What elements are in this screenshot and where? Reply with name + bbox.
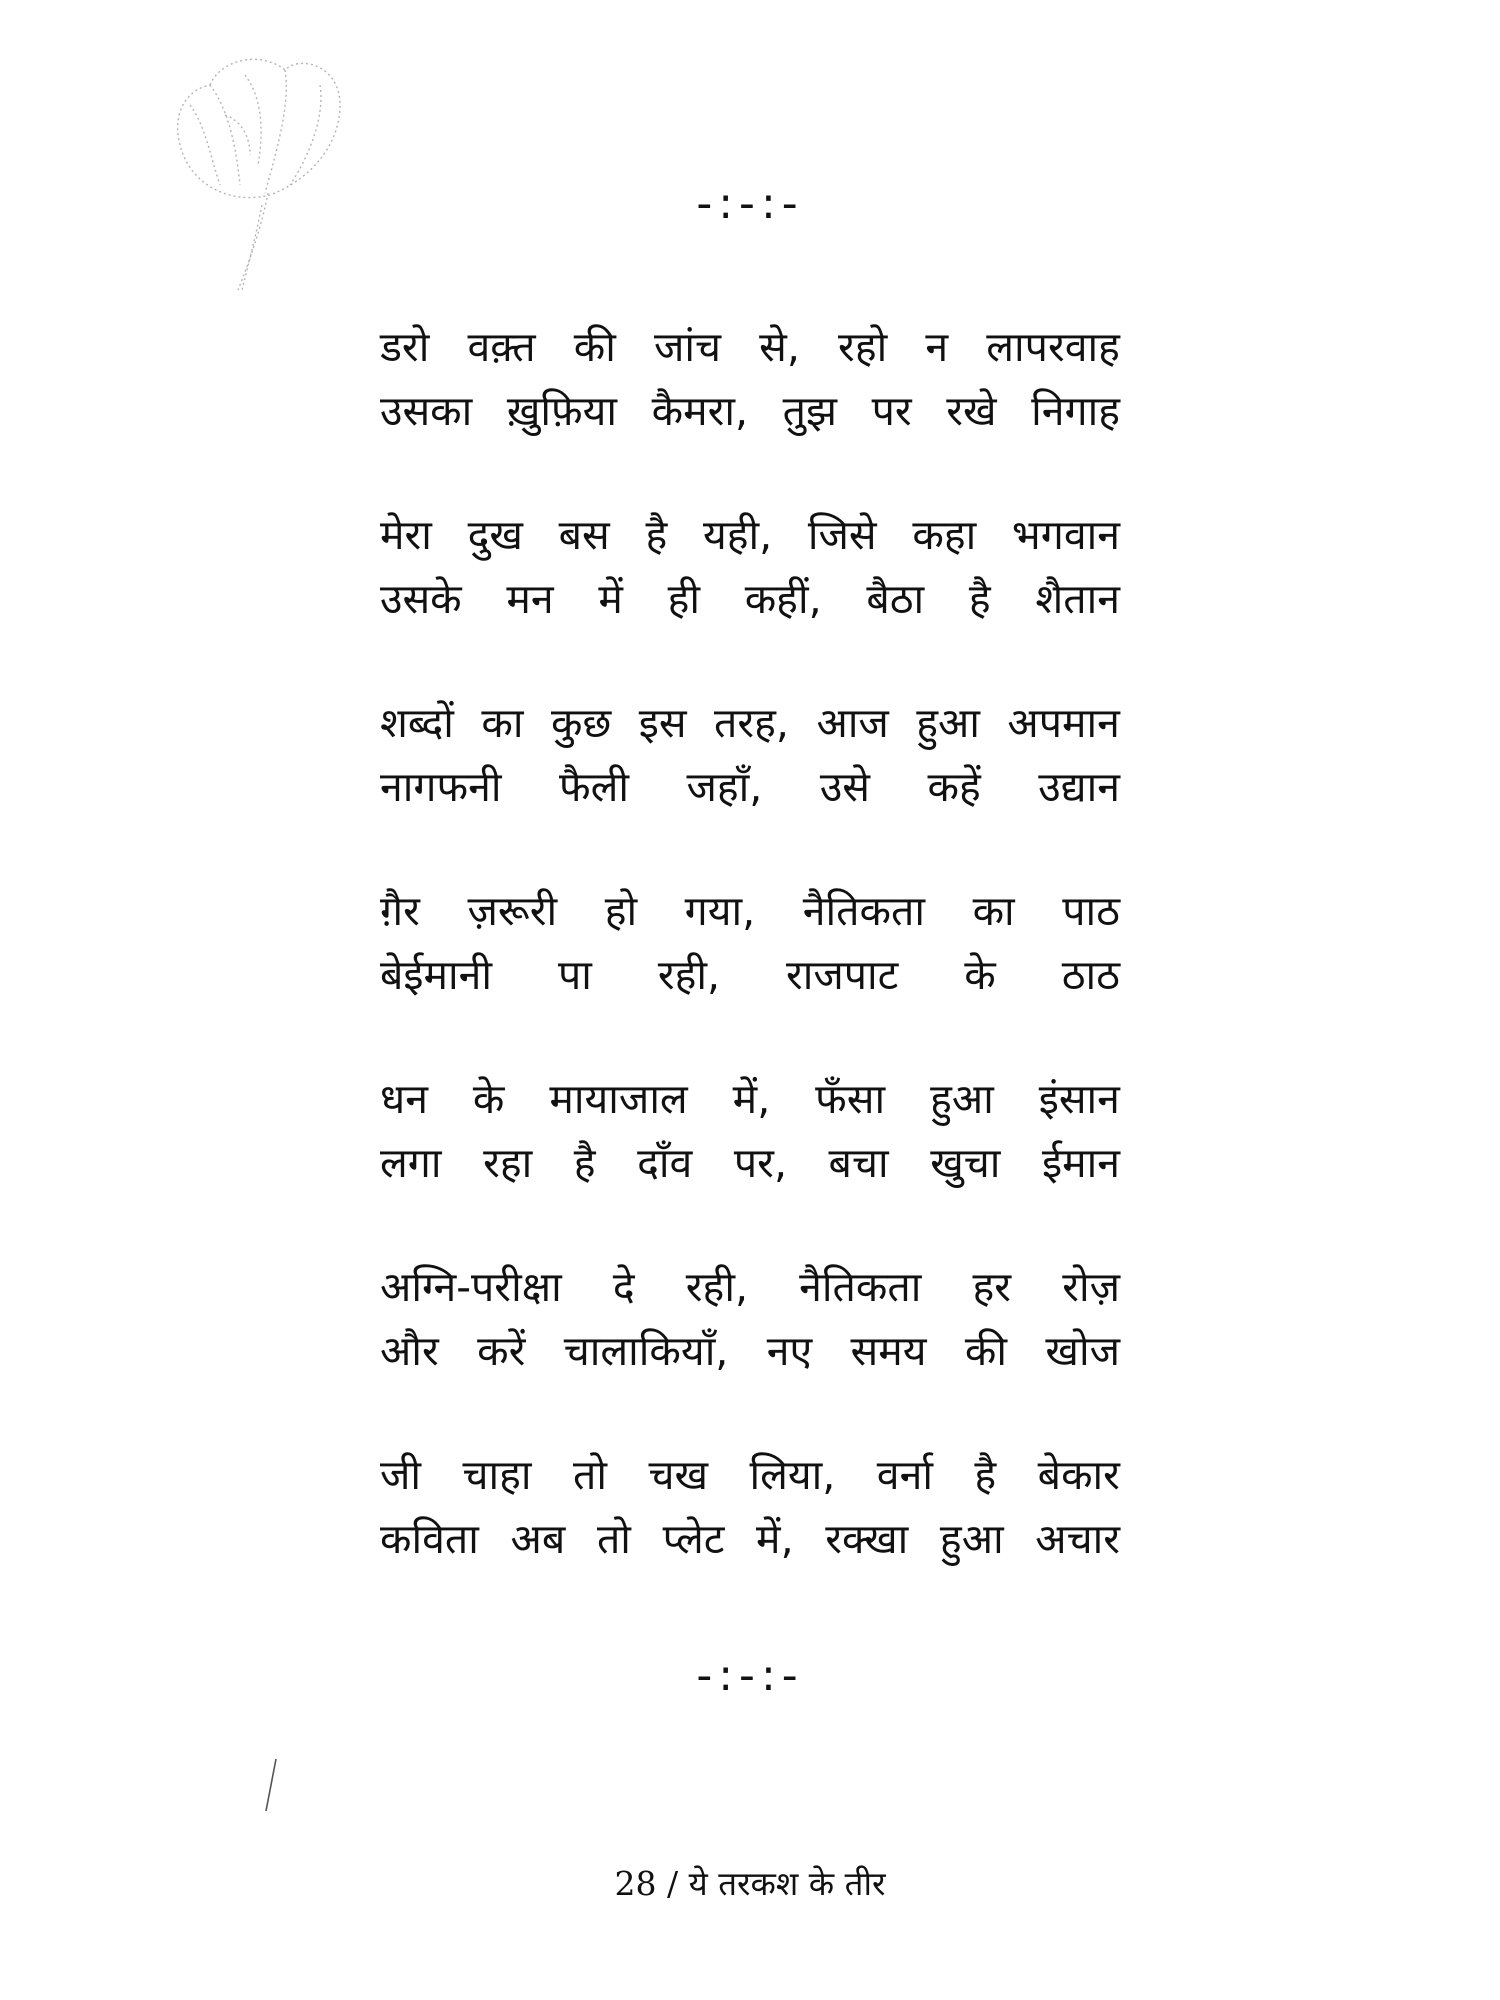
poem-word: हुआ [930, 1075, 994, 1123]
poem-word: हर [972, 1263, 1012, 1311]
tulip-sketch-icon [150, 45, 360, 295]
poem-word: उसका [380, 387, 473, 435]
poem-word: पा [557, 951, 592, 999]
poem-word: हुआ [916, 699, 980, 747]
poem-word: जिसे [807, 511, 877, 559]
poem-word: तरह, [714, 699, 789, 747]
poem-word: के [964, 951, 996, 999]
poem-word: खोज [1045, 1327, 1120, 1375]
stanza [380, 503, 1120, 691]
bottom-separator: -:-:- [696, 1650, 804, 1701]
page-footer: 28 / ये तरकश के तीर [614, 1864, 886, 1903]
poem-word: इस [638, 699, 687, 747]
poem-word: और [380, 1327, 439, 1375]
poem-line [380, 379, 1120, 443]
poem-word: निगाह [1031, 387, 1120, 435]
top-separator: -:-:- [696, 178, 804, 229]
poem-line [380, 503, 1120, 567]
poem-word: रखे [946, 387, 997, 435]
poem-word: ज़रूरी [467, 887, 558, 935]
poem-word: दाँव [637, 1139, 693, 1187]
poem-word: पर [871, 387, 912, 435]
stanza [380, 1067, 1120, 1255]
poem-word: कहें [927, 763, 981, 811]
poem-word: कैमरा, [651, 387, 749, 435]
poem-word: में, [732, 1075, 771, 1123]
poem-word: अब [510, 1515, 566, 1563]
poem-word: मन [506, 575, 554, 623]
stanza [380, 1443, 1120, 1631]
poem-word: के [472, 1075, 505, 1123]
poem-word: है [968, 575, 991, 623]
poem-word: ठाठ [1061, 951, 1120, 999]
poem-word: अग्नि-परीक्षा [380, 1263, 562, 1311]
poem-line [380, 1131, 1120, 1195]
poem-word: लगा [380, 1139, 442, 1187]
poem-word: है [573, 1139, 596, 1187]
poem-word: रही, [685, 1263, 748, 1311]
poem-word: रहो [838, 323, 888, 371]
stanza [380, 691, 1120, 879]
poem-word: रहा [483, 1139, 533, 1187]
poem-word: लिया, [749, 1451, 836, 1499]
poem-word: धन [380, 1075, 428, 1123]
poem-word: का [972, 887, 1015, 935]
poem-word: पाठ [1062, 887, 1120, 935]
poem-line [380, 691, 1120, 755]
poem-word: रक्खा [825, 1515, 909, 1563]
poem-word: कहा [912, 511, 977, 559]
poem-word: इंसान [1038, 1075, 1120, 1123]
poem-word: समय [850, 1327, 927, 1375]
poem-word: मायाजाल [549, 1075, 688, 1123]
poem-word: बेईमानी [380, 951, 493, 999]
poem-word: यही, [702, 511, 773, 559]
poem-word: लापरवाह [986, 323, 1120, 371]
poem-word: भगवान [1011, 511, 1120, 559]
poem-word: रही, [657, 951, 721, 999]
poem-word: नैतिकता [802, 887, 925, 935]
poem-word: कुछ [550, 699, 612, 747]
poem-word: आज [816, 699, 889, 747]
poem-word: ही [667, 575, 700, 623]
poem-line [380, 755, 1120, 819]
poem-word: है [645, 511, 668, 559]
poem-word: वक़्त [467, 323, 536, 371]
stanza [380, 879, 1120, 1067]
poem-word: उद्यान [1038, 763, 1120, 811]
poem-word: नैतिकता [799, 1263, 922, 1311]
poem-word: वर्ना [876, 1451, 933, 1499]
poem-word: की [573, 323, 616, 371]
poem-word: पर, [733, 1139, 787, 1187]
poem-word: ईमान [1041, 1139, 1120, 1187]
poem-word: जांच [653, 323, 722, 371]
poem-word: हो [604, 887, 638, 935]
poem-word: नए [766, 1327, 813, 1375]
poem-word: बचा [828, 1139, 889, 1187]
poem-word: से, [759, 323, 800, 371]
poem-word: चालाकियाँ, [563, 1327, 729, 1375]
poem-word: करें [477, 1327, 526, 1375]
poem-line [380, 315, 1120, 379]
poem-word: चख [648, 1451, 709, 1499]
poem-word: जी [380, 1451, 422, 1499]
poem-word: तुझ [782, 387, 838, 435]
poem-line [380, 1443, 1120, 1507]
poem-word: शब्दों [380, 699, 454, 747]
poem-word: जहाँ, [686, 763, 763, 811]
poem-word: ग़ैर [380, 887, 420, 935]
stanza [380, 315, 1120, 503]
poem-word: हुआ [939, 1515, 1004, 1563]
poem-line [380, 567, 1120, 631]
poem-word: बेकार [1037, 1451, 1120, 1499]
stray-pen-mark [262, 1755, 282, 1815]
poem-word: फँसा [815, 1075, 886, 1123]
poem-word: फैली [558, 763, 629, 811]
poem-word: कहीं, [744, 575, 822, 623]
poem-word: बस [558, 511, 610, 559]
poem-word: प्लेट [662, 1515, 725, 1563]
poem-word: तो [573, 1451, 607, 1499]
poem-word: रोज़ [1062, 1263, 1120, 1311]
poem-word: राजपाट [785, 951, 899, 999]
stanza [380, 1255, 1120, 1443]
poem-word: ख़ुफ़िया [506, 387, 618, 435]
poem-body [380, 315, 1120, 1631]
poem-word: दे [612, 1263, 635, 1311]
poem-word: शैतान [1035, 575, 1120, 623]
poem-line [380, 1067, 1120, 1131]
poem-word: की [964, 1327, 1008, 1375]
poem-word: अपमान [1007, 699, 1120, 747]
poem-word: का [481, 699, 524, 747]
poem-word: गया, [684, 887, 756, 935]
poem-line [380, 1255, 1120, 1319]
poem-line [380, 1319, 1120, 1383]
poem-word: में, [756, 1515, 794, 1563]
poem-word: मेरा [380, 511, 432, 559]
poem-word: कविता [380, 1515, 479, 1563]
poem-word: उसके [380, 575, 462, 623]
poem-line [380, 943, 1120, 1007]
poem-word: नागफनी [380, 763, 502, 811]
poem-word: में [598, 575, 623, 623]
poem-word: है [974, 1451, 997, 1499]
poem-word: न [925, 323, 949, 371]
poem-word: खुचा [930, 1139, 1001, 1187]
poem-word: उसे [819, 763, 871, 811]
poem-line [380, 1507, 1120, 1571]
poem-word: बैठा [866, 575, 925, 623]
poem-word: डरो [380, 323, 430, 371]
poem-line [380, 879, 1120, 943]
poem-word: तो [596, 1515, 631, 1563]
poem-word: चाहा [462, 1451, 532, 1499]
poem-word: दुख [467, 511, 523, 559]
poem-word: अचार [1035, 1515, 1120, 1563]
